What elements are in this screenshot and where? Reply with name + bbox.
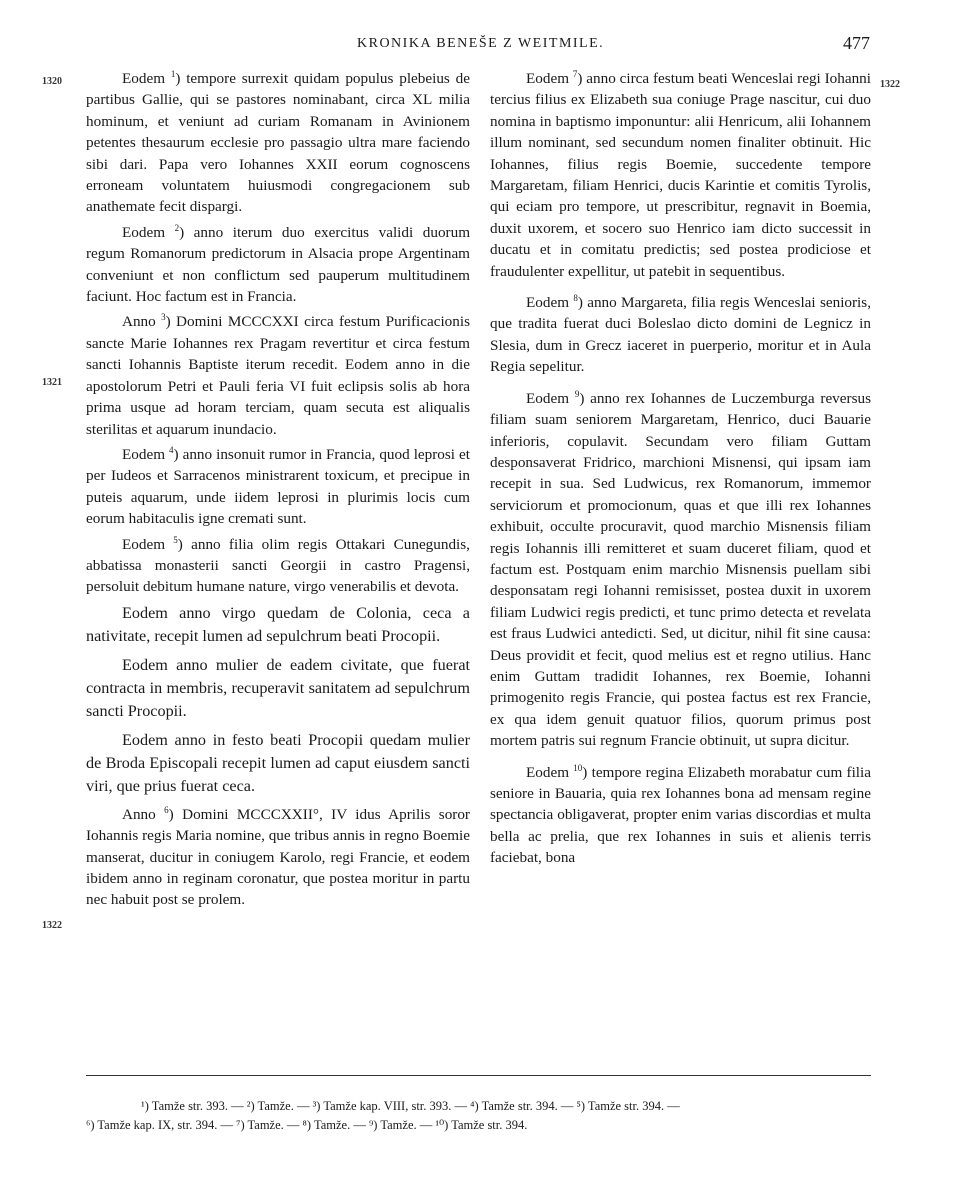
footnotes [86, 1097, 871, 1135]
footnote-mark: 3 [161, 312, 166, 323]
paragraph: Eodem $^4$) anno insonuit rumor in Francia, quod leprosi et per Iudeos et Sarracenos ministrarent toxicum, et precipue in puteis aquarum, unde iidem leprosi in plurimis locis cum eorum habitaculis igne cremati sunt. [86, 444, 470, 528]
footnote-line: ⁶) Tamže kap. IX, str. 394. — ⁷) Tamže. — ⁸) Tamže. — ⁹) Tamže. — ¹⁰) Tamže str. 394. [86, 1118, 528, 1132]
paragraph: Eodem anno in festo beati Procopii quedam mulier de Broda Episcopali recepit lumen ad caput eiusdem sancti viri, que prius fuerat ceca. [86, 730, 470, 795]
paragraph: Eodem $^7$) anno circa festum beati Wenceslai regi Iohanni tercius filius ex Elizabeth sua coniuge Prage nascitur, cui duo nomina in baptismo imponuntur: alii Henricum, alii Iohannem illum nominant, sed secundum nomen finaliter obtinuit. Hic Iohannes, filius regis Boemie, succedente tempore Margaretam, filiam Henrici, ducis Karintie et comitis Tyrolis, qui eciam pro tempore, ut prescribitur, regnavit in Boemia, duxit uxorem, et socero suo Henrico iam dicto successit in ducatu et in comitatu predictis; sed postea prodiciose et fraudulenter expellitur, ut patebit in sequentibus. [490, 69, 871, 280]
paragraph: Eodem $^8$) anno Margareta, filia regis Wenceslai senioris, que tradita fuerat duci Boleslao dicto domini de Legnicz in Slesia, dum in Grecz iaceret in puerperio, moritur et in Aula Regia sepelitur. [490, 293, 871, 376]
footnote-mark: 1 [170, 69, 176, 79]
margin-year: 1320 [42, 76, 62, 87]
page-number: 477 [843, 33, 870, 53]
margin-year: 1322 [42, 920, 62, 931]
paragraph: Eodem $^9$) anno rex Iohannes de Luczemburga reversus filiam suam seniorem Margaretam, Henrico, duci Bauarie inferioris, copulavit. Secundam vero filiam Guttam desponsaverat Fridrico, marchioni Misnensi, qui ipsam iam recepit in sua. Sed Ludwicus, rex Romanorum, immemor serviciorum et promocionum, quas et que illi rex Iohannes exhibuit, occulte procuravit, quod marchio Misnensis filiam regis Iohannis illi remitteret et suam duceret filiam, quod et factum est. Postquam enim marchio Misnensis puellam sibi desponsatam regi Iohanni remisisset, postea duxit in uxorem filiam Ludwici regis predicti, et tunc primo detecta et revelata est fraus Ludwici antedicti. Sed, ut dicitur, nihil fit sine causa: Deus providit et fecit, quod melius est et regno utilius. Hanc enim Guttam tradidit Iohannes, rex Boemie, Iohanni primogenito regis Francie, qui postea factus est rex Francie, ex qua idem genuit quatuor filios, quorum primus post mortem patris sui regnum Francie obtinuit, ut supra dicitur. [490, 388, 871, 750]
footnote-mark: 8 [573, 293, 578, 304]
running-title: KRONIKA BENEŠE Z WEITMILE. [357, 36, 605, 51]
footnote-mark: 5 [173, 534, 178, 545]
margin-year: 1321 [42, 377, 62, 388]
paragraph: Anno $^6$) Domini MCCCXXII°, IV idus Aprilis soror Iohannis regis Maria nomine, que tribus annis in regno Boemie manserat, ducitur in coniugem Karolo, regi Francie, et eodem ibidem anno in reginam coronatur, que postea moritur in partu nec habuit post se prolem. [86, 804, 470, 909]
footnote-mark: 9 [574, 388, 580, 399]
paragraph: Eodem $^2$) anno iterum duo exercitus validi duorum regum Romanorum predictorum in Alsacia prope Argentinam conveniunt et non conflictum sed pauperum multitudinem faciunt. Hoc factum est in Francia. [86, 222, 471, 306]
right-column [490, 68, 871, 873]
footnote-line: ¹) Tamže str. 393. — ²) Tamže. — ³) Tamže kap. VIII, str. 393. — ⁴) Tamže str. 394. — ⁵) Tamže str. 394. — [141, 1099, 680, 1113]
left-column [86, 68, 470, 915]
footnote-divider [86, 1075, 871, 1076]
footnote-mark: 6 [164, 804, 169, 815]
footnote-mark: 7 [572, 69, 578, 79]
footnote-mark: 10 [573, 762, 583, 773]
paragraph: Anno $^3$) Domini MCCCXXI circa festum Purificacionis sancte Marie Iohannes rex Pragam revertitur et circa festum sancti Iohannis Baptiste iterum recedit. Eodem anno in die apostolorum Petri et Pauli feria VI fuit eclipsis solis ab hora prima usque ad horam terciam, quam secuta est aliqualis sterilitas et aquarum inundacio. [86, 312, 471, 438]
footnote-mark: 4 [169, 444, 174, 455]
paragraph: Eodem $^{10}$) tempore regina Elizabeth morabatur cum filia seniore in Bauaria, quia rex Iohannes bona ad mensam regine spectancia obligaverat, propter enim varias discordias et multa bella ac prelia, que rex Iohannes in suis et alienis terris faciebat, bona [490, 762, 871, 867]
paragraph: Eodem $^5$) anno filia olim regis Ottakari Cunegundis, abbatissa monasterii sancti Georgii in castro Pragensi, persoluit debitum humane nature, virgo venerabilis et devota. [86, 534, 470, 596]
paragraph: Eodem anno virgo quedam de Colonia, ceca a nativitate, recepit lumen ad sepulchrum beati Procopii. [86, 603, 470, 645]
paragraph: Eodem anno mulier de eadem civitate, que fuerat contracta in membris, recuperavit sanitatem ad sepulchrum sancti Procopii. [86, 655, 470, 720]
margin-year: 1322 [880, 79, 900, 90]
page-header [0, 30, 960, 60]
footnote-mark: 2 [174, 222, 180, 233]
paragraph: Eodem $^1$) tempore surrexit quidam populus plebeius de partibus Gallie, qui se pastores nominabant, circa XL milia hominum, et veniunt ad curiam Romanam in Avinionem petentes thesaurum ecclesie pro passagio ultra mare faciendo sibi dari. Papa vero Iohannes XXII eorum cognoscens erroneam voluntatem huiusmodi congregacionem sub anathemate fecit dispargi. [86, 69, 470, 216]
